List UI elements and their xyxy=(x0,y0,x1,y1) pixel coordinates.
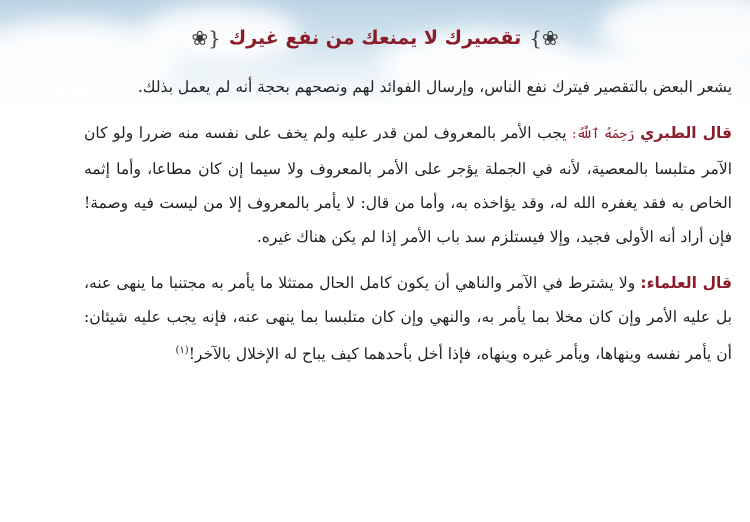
quote-text: ولا يشترط في الآمر والناهي أن يكون كامل الحال ممتثلا ما يأمر به مجتنبا ما ينهى عنه، بل عليه الأمر وإن كان مخلا بما يأمر به، والنهي وإن كان متلبسا بما ينهى عنه، فإنه يجب عليه شيئان: أن يأمر نفسه وينهاها، ويأمر غيره وينهاه، فإذا أخل بأحدهما كيف يباح له الإخلال بالآخر! xyxy=(84,274,732,364)
quote-text: يجب الأمر بالمعروف لمن قدر عليه ولم يخف على نفسه منه ضررا ولو كان الآمر متلبسا بالمعصية، لأنه في الجملة يؤجر على الأمر بالمعروف ولا سيما إن كان مطاعا، وأما إثمه الخاص به فقد يغفره الله له، وقد يؤاخذه به، وأما من قال: لا يأمر بالمعروف إلا من ليست فيه وصمة! فإن أراد أنه الأولى فجيد، وإلا فيستلزم سد باب الأمر إذا لم يكن هناك غيره. xyxy=(84,124,732,246)
ornament-left-icon: {❀ xyxy=(191,26,221,50)
title-row xyxy=(0,18,750,58)
honorific: رَحِمَهُ ٱللَّهُ: xyxy=(572,127,635,142)
paragraph-gap xyxy=(84,254,732,266)
footnote-marker[interactable]: (١) xyxy=(175,345,189,356)
ornament-right-icon: ❀} xyxy=(529,26,559,50)
speaker-name: قال العلماء: xyxy=(640,274,732,292)
paragraph-gap xyxy=(84,104,732,116)
tabari-quote-paragraph xyxy=(84,116,732,254)
intro-paragraph: يشعر البعض بالتقصير فيترك نفع الناس، وإرسال الفوائد لهم ونصحهم بحجة أنه لم يعمل بذلك. xyxy=(137,78,732,96)
article-body xyxy=(84,70,732,371)
scholars-quote-paragraph xyxy=(84,266,732,371)
page-title: تقصيرك لا يمنعك من نفع غيرك xyxy=(228,27,522,49)
speaker-name: قال الطبري xyxy=(640,124,732,142)
